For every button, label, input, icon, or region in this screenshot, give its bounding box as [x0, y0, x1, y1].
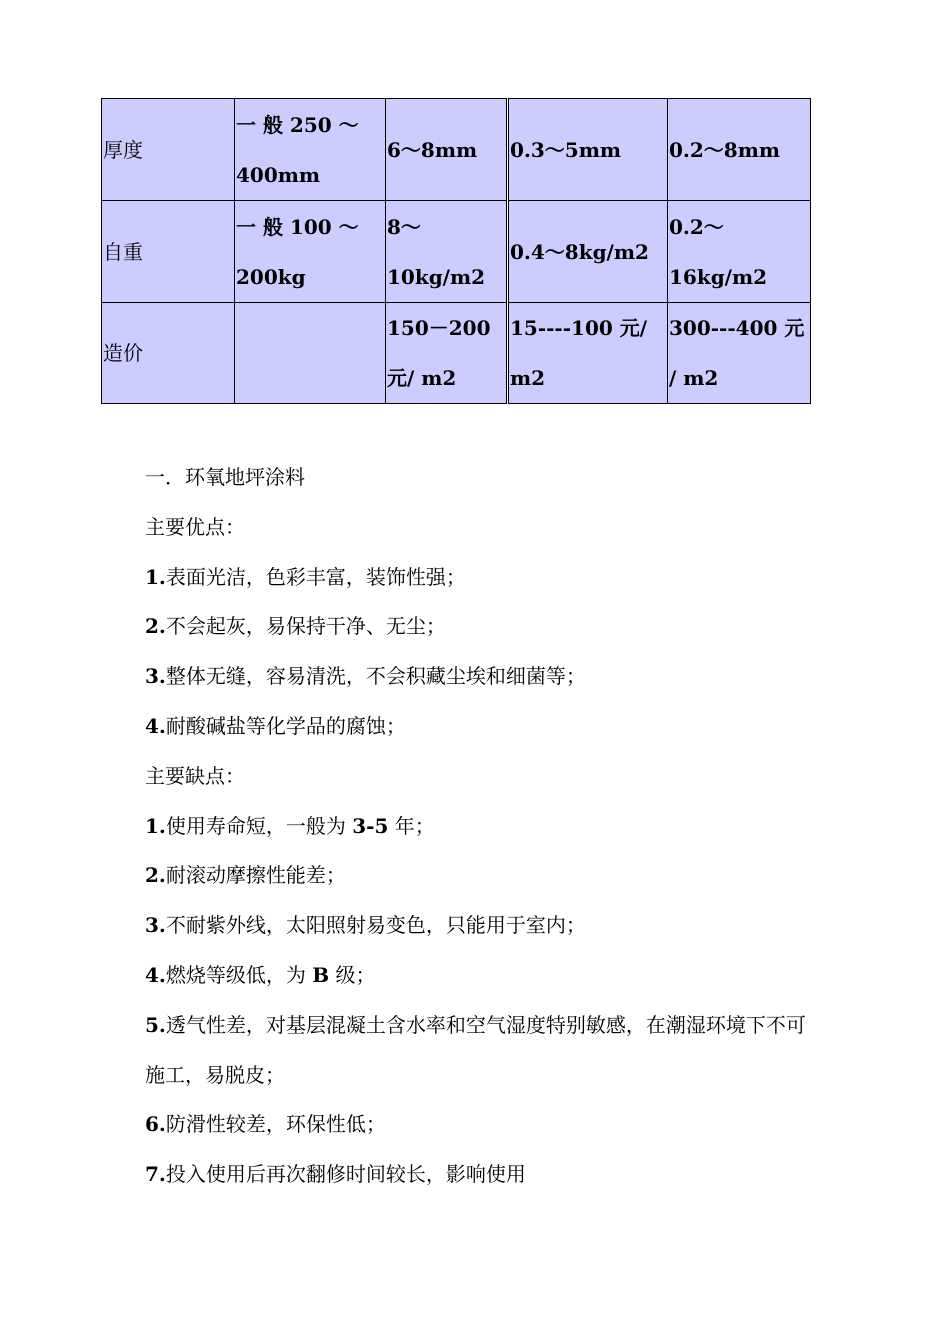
item-text: 年；	[388, 813, 435, 838]
item-number: 7.	[145, 1162, 166, 1187]
item-number: 2.	[145, 614, 166, 639]
list-item	[145, 1001, 825, 1101]
section-title: 一．环氧地坪涂料	[145, 465, 305, 489]
item-number: 1.	[145, 813, 166, 838]
list-item	[145, 602, 825, 652]
table-cell: 15----100 元/ m2	[508, 303, 668, 404]
table-row	[102, 99, 811, 201]
item-number: 4.	[145, 713, 166, 738]
table-cell: 自重	[102, 201, 235, 303]
table-cell: 150－200 元/ m2	[386, 303, 508, 404]
table-row	[102, 303, 811, 404]
list-item	[145, 553, 825, 603]
list-item	[145, 652, 825, 702]
item-number: 2.	[145, 863, 166, 888]
list-item	[145, 1100, 825, 1150]
item-text: 整体无缝，容易清洗，不会积藏尘埃和细菌等；	[165, 664, 586, 689]
table-cell: 0.2～8mm	[668, 99, 811, 201]
item-text: 不耐紫外线，太阳照射易变色，只能用于室内；	[165, 913, 586, 938]
table-cell: 300---400 元 / m2	[668, 303, 811, 404]
table-cell: 0.4～8kg/m2	[508, 201, 668, 303]
item-text: 燃烧等级低，为	[165, 962, 313, 987]
table-cell: 造价	[102, 303, 235, 404]
item-number: 3.	[145, 664, 166, 689]
item-text: 级；	[329, 962, 376, 987]
table-cell: 一 般 250 ～400mm	[235, 99, 386, 201]
item-number: 3.	[145, 913, 166, 938]
item-text: 透气性差，对基层混凝土含水率和空气湿度特别敏感，在潮湿环境下不可施工，易脱皮；	[145, 1012, 806, 1087]
item-emphasis: B	[312, 962, 330, 987]
table-cell: 8～10kg/m2	[386, 201, 508, 303]
table-row	[102, 201, 811, 303]
item-text: 投入使用后再次翻修时间较长，影响使用	[165, 1162, 526, 1187]
item-text: 耐酸碱盐等化学品的腐蚀；	[165, 713, 406, 738]
table-cell: 0.3～5mm	[508, 99, 668, 201]
list-item	[145, 1150, 825, 1200]
table-cell: 一 般 100 ～200kg	[235, 201, 386, 303]
item-text: 使用寿命短，一般为	[165, 813, 353, 838]
item-number: 5.	[145, 1012, 166, 1037]
table-cell: 6～8mm	[386, 99, 508, 201]
table-cell: 厚度	[102, 99, 235, 201]
list-item	[145, 951, 825, 1001]
comparison-table	[101, 98, 811, 404]
list-item	[145, 851, 825, 901]
item-text: 表面光洁，色彩丰富，装饰性强；	[165, 564, 466, 589]
item-number: 6.	[145, 1112, 166, 1137]
list-item	[145, 802, 825, 852]
cons-heading: 主要缺点：	[145, 763, 245, 788]
item-number: 1.	[145, 564, 166, 589]
list-item	[145, 702, 825, 752]
item-text: 防滑性较差，环保性低；	[165, 1112, 386, 1137]
list-item	[145, 901, 825, 951]
table-cell	[235, 303, 386, 404]
item-text: 耐滚动摩擦性能差；	[165, 863, 346, 888]
pros-heading: 主要优点：	[145, 514, 245, 539]
section-body	[145, 453, 825, 1200]
table-cell: 0.2～16kg/m2	[668, 201, 811, 303]
item-emphasis: 3-5	[352, 813, 389, 838]
item-number: 4.	[145, 962, 166, 987]
item-text: 不会起灰，易保持干净、无尘；	[165, 614, 446, 639]
